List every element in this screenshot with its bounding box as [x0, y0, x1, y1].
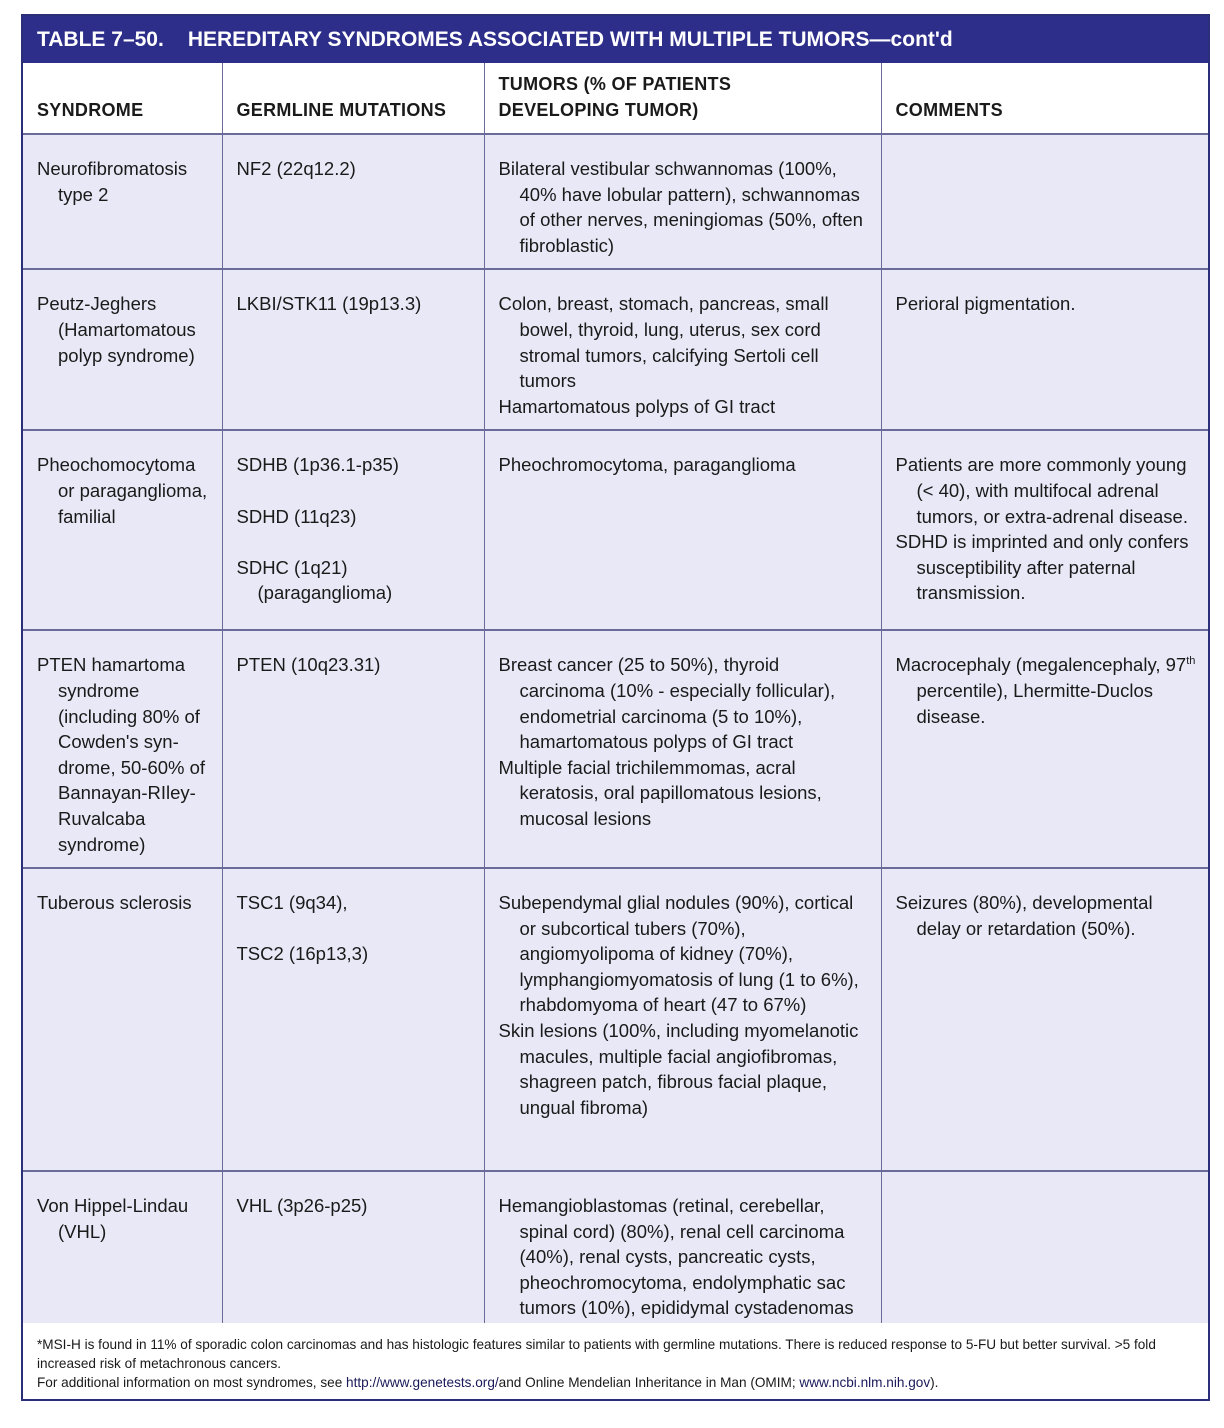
- genetests-link[interactable]: http://www.genetests.org/: [346, 1375, 499, 1390]
- comment-text: Patients are more commonly young (< 40), with multifocal adrenal tumors, or extra-adrenal disease.: [895, 454, 1188, 527]
- tumors-text: Hamartomatous polyps of GI tract: [498, 395, 776, 417]
- tumors-text: Hemangioblastomas (retinal, cerebellar, spinal cord) (80%), renal cell carcinoma (40%), renal cysts, pancreatic cysts, pheochromocytoma, endolymphatic sac tumors (10%), epididymal cystadenomas: [498, 1195, 854, 1319]
- tumors-cell: [484, 269, 881, 430]
- tumors-text: Colon, breast, stomach, pancreas, small bowel, thyroid, lung, uterus, sex cord stromal tumors, calcifying Sertoli cell tumors: [498, 293, 829, 392]
- footnote-line2: [37, 1373, 1194, 1392]
- header-syndrome: SYNDROME: [23, 63, 222, 134]
- header-mutations: GERMLINE MUTATIONS: [222, 63, 484, 134]
- comment-text: SDHD is imprinted and only confers susceptibility after paternal transmission.: [895, 531, 1189, 604]
- table-row: [23, 269, 1208, 430]
- superscript: th: [1186, 655, 1196, 668]
- footnote-text: and Online Mendelian Inheritance in Man (OMIM;: [498, 1375, 800, 1390]
- tumors-cell: [484, 430, 881, 630]
- tumors-text: Subependymal glial nodules (90%), cortical or subcortical tubers (70%), angiomyolipoma of kidney (70%), lymphangiomyomatosis of lung (1 to 6%), rhabdomyoma of heart (47 to 67%): [498, 892, 859, 1016]
- mutation-text: VHL (3p26-p25): [236, 1195, 368, 1217]
- table-footnote: [23, 1323, 1208, 1392]
- tumors-text: Breast cancer (25 to 50%), thyroid carcinoma (10% - especially follicular), endometrial carcinoma (5 to 10%), hamartomatous polyps of GI tract: [498, 654, 836, 753]
- mutation-text: SDHD (11q23): [236, 505, 357, 527]
- table-frame: [21, 14, 1210, 1401]
- syndrome-cell: [23, 430, 222, 630]
- header-row: [23, 63, 1208, 134]
- table-row: [23, 134, 1208, 269]
- comment-text-part: Macrocephaly (megalencephaly, 97: [895, 654, 1187, 676]
- comments-cell: [881, 430, 1208, 630]
- table-number: TABLE 7–50.: [37, 28, 164, 51]
- comments-cell: [881, 630, 1208, 868]
- syndrome-text: Von Hippel-Lindau (VHL): [37, 1195, 189, 1242]
- comment-text-part: percentile), Lhermitte-Duclos disease.: [916, 679, 1153, 727]
- mutations-cell: [222, 868, 484, 1171]
- syndrome-text: Pheochomocytoma or paraganglioma, familial: [37, 454, 208, 527]
- mutations-cell: [222, 269, 484, 430]
- mutations-cell: [222, 630, 484, 868]
- comments-cell: [881, 269, 1208, 430]
- syndrome-cell: [23, 269, 222, 430]
- footnote-text: ).: [930, 1375, 939, 1390]
- comment-text: Perioral pigmentation.: [895, 293, 1076, 315]
- mutations-cell: [222, 134, 484, 269]
- header-tumors-line2: DEVELOPING TUMOR): [498, 100, 699, 120]
- syndrome-text: Peutz-Jeghers (Hamartomatous polyp syndrome): [37, 293, 196, 366]
- mutation-text: SDHC (1q21) (paraganglioma): [236, 556, 393, 604]
- comments-cell: [881, 134, 1208, 269]
- ncbi-link[interactable]: www.ncbi.nlm.nih.gov: [799, 1375, 931, 1390]
- table-row: [23, 868, 1208, 1171]
- syndrome-cell: [23, 630, 222, 868]
- mutation-text: NF2 (22q12.2): [236, 158, 356, 179]
- tumors-cell: [484, 868, 881, 1171]
- tumors-text: Pheochromocytoma, paraganglioma: [498, 454, 796, 476]
- header-tumors-line1: TUMORS (% OF PATIENTS: [498, 74, 732, 94]
- mutations-cell: [222, 430, 484, 630]
- mutation-text: LKBI/STK11 (19p13.3): [236, 293, 422, 315]
- tumors-text: Bilateral vestibular schwannomas (100%, 40% have lobular pattern), schwannomas of other nerves, meningiomas (50%, often fibroblastic): [498, 158, 863, 256]
- syndrome-text: Neurofibromatosis type 2: [37, 158, 188, 205]
- table-row: [23, 630, 1208, 868]
- tumors-text: Skin lesions (100%, including myomelanotic macules, multiple facial angiofibromas, shagreen patch, fibrous facial plaque, ungual fibroma): [498, 1020, 859, 1118]
- mutation-text: PTEN (10q23.31): [236, 654, 381, 676]
- mutation-text: SDHB (1p36.1-p35): [236, 454, 399, 476]
- footnote-line1: *MSI-H is found in 11% of sporadic colon carcinomas and has histologic features similar to patients with germline mutations. There is reduced response to 5-FU but better survival. >5 fold increased risk of metachronous cancers.: [37, 1337, 1156, 1371]
- syndromes-table: [23, 63, 1208, 1351]
- syndrome-cell: [23, 868, 222, 1171]
- syndrome-text: PTEN hamartoma syndrome (including 80% of Cowden's syndrome, 50-60% of Bannayan-RIley-Ruvalcaba syndrome): [37, 654, 206, 855]
- mutation-text: TSC1 (9q34),: [236, 892, 348, 914]
- tumors-text: Multiple facial trichilemmomas, acral keratosis, oral papillomatous lesions, mucosal lesions: [498, 756, 822, 829]
- footnote-text: For additional information on most syndromes, see: [37, 1375, 347, 1390]
- table-title: HEREDITARY SYNDROMES ASSOCIATED WITH MULTIPLE TUMORS—cont'd: [187, 28, 953, 51]
- mutation-text: TSC2 (16p13,3): [236, 943, 369, 965]
- tumors-cell: [484, 134, 881, 269]
- syndrome-cell: [23, 134, 222, 269]
- tumors-cell: [484, 630, 881, 868]
- table-title-bar: [23, 16, 1208, 63]
- header-comments: COMMENTS: [881, 63, 1208, 134]
- header-tumors: [484, 63, 881, 134]
- syndrome-text: Tuberous sclerosis: [37, 892, 192, 914]
- comment-text: Seizures (80%), developmental delay or retardation (50%).: [895, 892, 1153, 939]
- table-row: [23, 430, 1208, 630]
- comment-text: [896, 652, 1197, 729]
- comments-cell: [881, 868, 1208, 1171]
